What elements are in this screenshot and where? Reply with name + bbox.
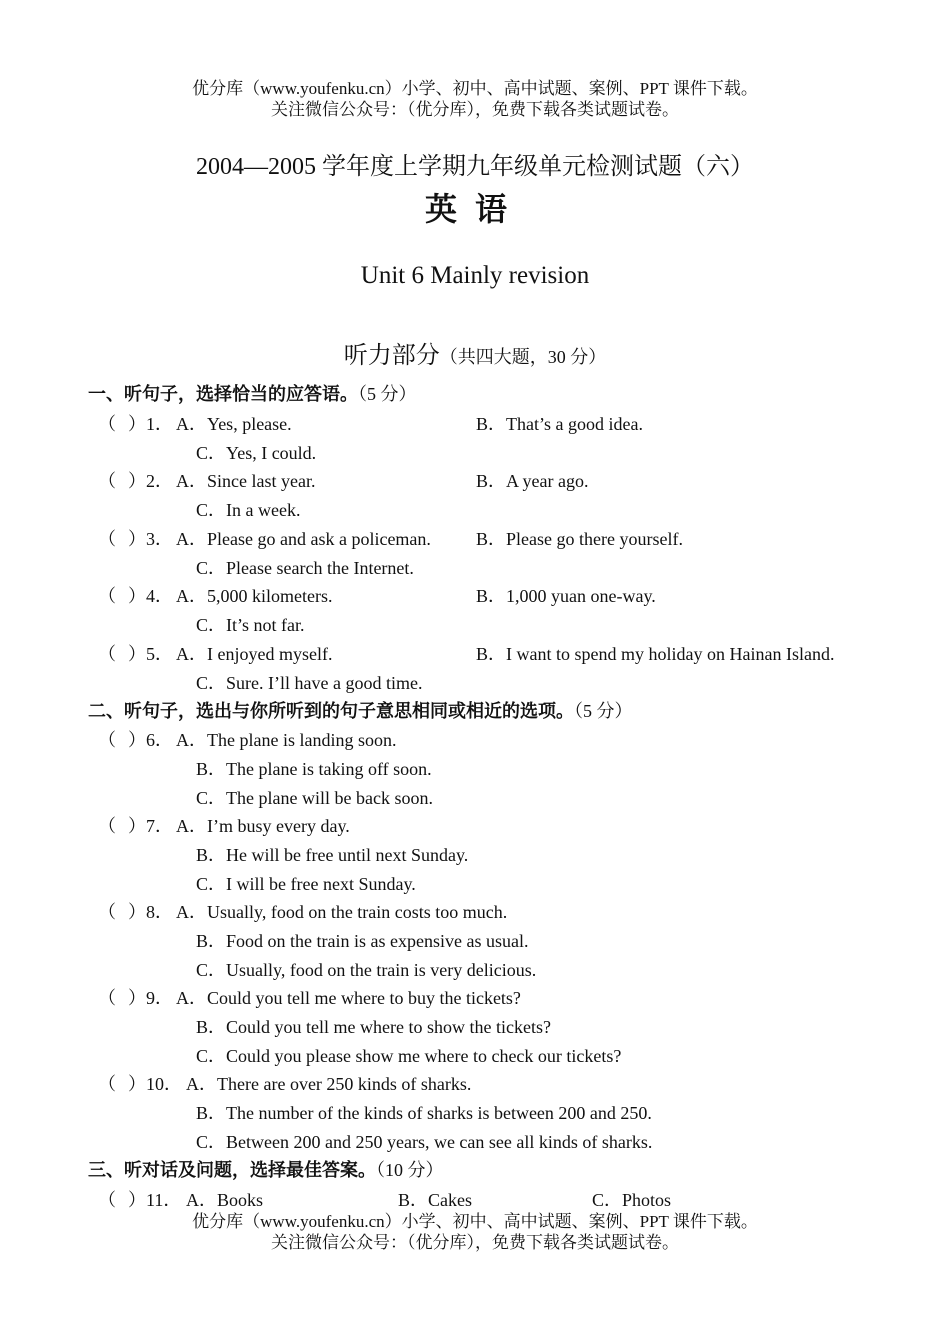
section2-title: 二、听句子，选出与你所听到的句子意思相同或相近的选项。: [88, 701, 574, 721]
option-c: C．I will be free next Sunday.: [196, 874, 416, 894]
option-a: A．I enjoyed myself.: [176, 644, 333, 664]
question-number: ）11．: [128, 1190, 182, 1210]
option-a: A．Usually, food on the train costs too much.: [176, 902, 508, 922]
answer-blank[interactable]: （: [98, 1074, 116, 1094]
part-heading: [0, 335, 950, 370]
section2-heading: [88, 697, 633, 723]
site-footer-line2: 关注微信公众号：（优分库），免费下载各类试题试卷。: [271, 1233, 679, 1252]
question-number: ）10．: [128, 1074, 182, 1094]
section1-heading: [88, 380, 417, 406]
question-number: ）1．: [128, 414, 173, 434]
option-b: B．That’s a good idea.: [476, 414, 643, 434]
option-a: A．5,000 kilometers.: [176, 586, 333, 606]
question-number: ）9．: [128, 988, 173, 1008]
section3-title: 三、听对话及问题，选择最佳答案。: [88, 1160, 376, 1180]
answer-blank[interactable]: （: [98, 529, 116, 549]
question-number: ）5．: [128, 644, 173, 664]
option-b: B．A year ago.: [476, 471, 589, 491]
option-a: A．Since last year.: [176, 471, 316, 491]
option-a: A．Please go and ask a policeman.: [176, 529, 431, 549]
site-header-line1: 优分库（www.youfenku.cn）小学、初中、高中试题、案例、PPT 课件下载。: [192, 79, 758, 98]
answer-blank[interactable]: （: [98, 586, 116, 606]
answer-blank[interactable]: （: [98, 902, 116, 922]
question-number: ）4．: [128, 586, 173, 606]
option-a: A．There are over 250 kinds of sharks.: [186, 1074, 472, 1094]
part-note: （共四大题，30 分）: [439, 347, 607, 367]
option-c: C．It’s not far.: [196, 615, 305, 635]
site-header-line2: 关注微信公众号：（优分库），免费下载各类试题试卷。: [271, 100, 679, 119]
option-b: B．Please go there yourself.: [476, 529, 683, 549]
subject-title: 英语: [424, 191, 525, 227]
section3-heading: [88, 1156, 444, 1182]
option-a: A．The plane is landing soon.: [176, 730, 397, 750]
option-b: B．Food on the train is as expensive as usual.: [196, 931, 529, 951]
option-b: B．Could you tell me where to show the tickets?: [196, 1017, 551, 1037]
option-c: C．Yes, I could.: [196, 443, 317, 463]
question-number: ）7．: [128, 816, 173, 836]
option-b: B．The number of the kinds of sharks is between 200 and 250.: [196, 1103, 652, 1123]
option-c: C．Please search the Internet.: [196, 558, 414, 578]
option-a: A．I’m busy every day.: [176, 816, 350, 836]
option-b: B．I want to spend my holiday on Hainan Island.: [476, 644, 835, 664]
option-b: B．1,000 yuan one-way.: [476, 586, 656, 606]
option-c: C．Usually, food on the train is very delicious.: [196, 960, 537, 980]
question-number: ）6．: [128, 730, 173, 750]
option-c: C．The plane will be back soon.: [196, 788, 433, 808]
option-c: C．Sure. I’ll have a good time.: [196, 673, 423, 693]
answer-blank[interactable]: （: [98, 988, 116, 1008]
option-c: C．Could you please show me where to check our tickets?: [196, 1046, 622, 1066]
answer-blank[interactable]: （: [98, 471, 116, 491]
option-b: B．He will be free until next Sunday.: [196, 845, 469, 865]
answer-blank[interactable]: （: [98, 816, 116, 836]
question-number: ）2．: [128, 471, 173, 491]
question-number: ）3．: [128, 529, 173, 549]
answer-blank[interactable]: （: [98, 644, 116, 664]
answer-blank[interactable]: （: [98, 414, 116, 434]
question-number: ）8．: [128, 902, 173, 922]
unit-title: Unit 6 Mainly revision: [360, 262, 590, 289]
option-c: C．Between 200 and 250 years, we can see all kinds of sharks.: [196, 1132, 653, 1152]
answer-blank[interactable]: （: [98, 730, 116, 750]
option-c: C．Photos: [592, 1190, 672, 1210]
part-name: 听力部分: [343, 341, 440, 369]
site-footer-line1: 优分库（www.youfenku.cn）小学、初中、高中试题、案例、PPT 课件下载。: [192, 1212, 758, 1231]
section1-points: （5 分）: [358, 384, 417, 404]
option-a: A．Yes, please.: [176, 414, 292, 434]
option-a: A．Could you tell me where to buy the tickets?: [176, 988, 521, 1008]
section2-points: （5 分）: [574, 701, 633, 721]
section1-title: 一、听句子，选择恰当的应答语。: [88, 384, 358, 404]
option-a: A．Books: [186, 1190, 264, 1210]
option-c: C．In a week.: [196, 500, 301, 520]
exam-title: 2004—2005 学年度上学期九年级单元检测试题（六）: [196, 154, 754, 180]
option-b: B．The plane is taking off soon.: [196, 759, 432, 779]
section3-points: （10 分）: [376, 1160, 444, 1180]
option-b: B．Cakes: [398, 1190, 472, 1210]
answer-blank[interactable]: （: [98, 1190, 116, 1210]
